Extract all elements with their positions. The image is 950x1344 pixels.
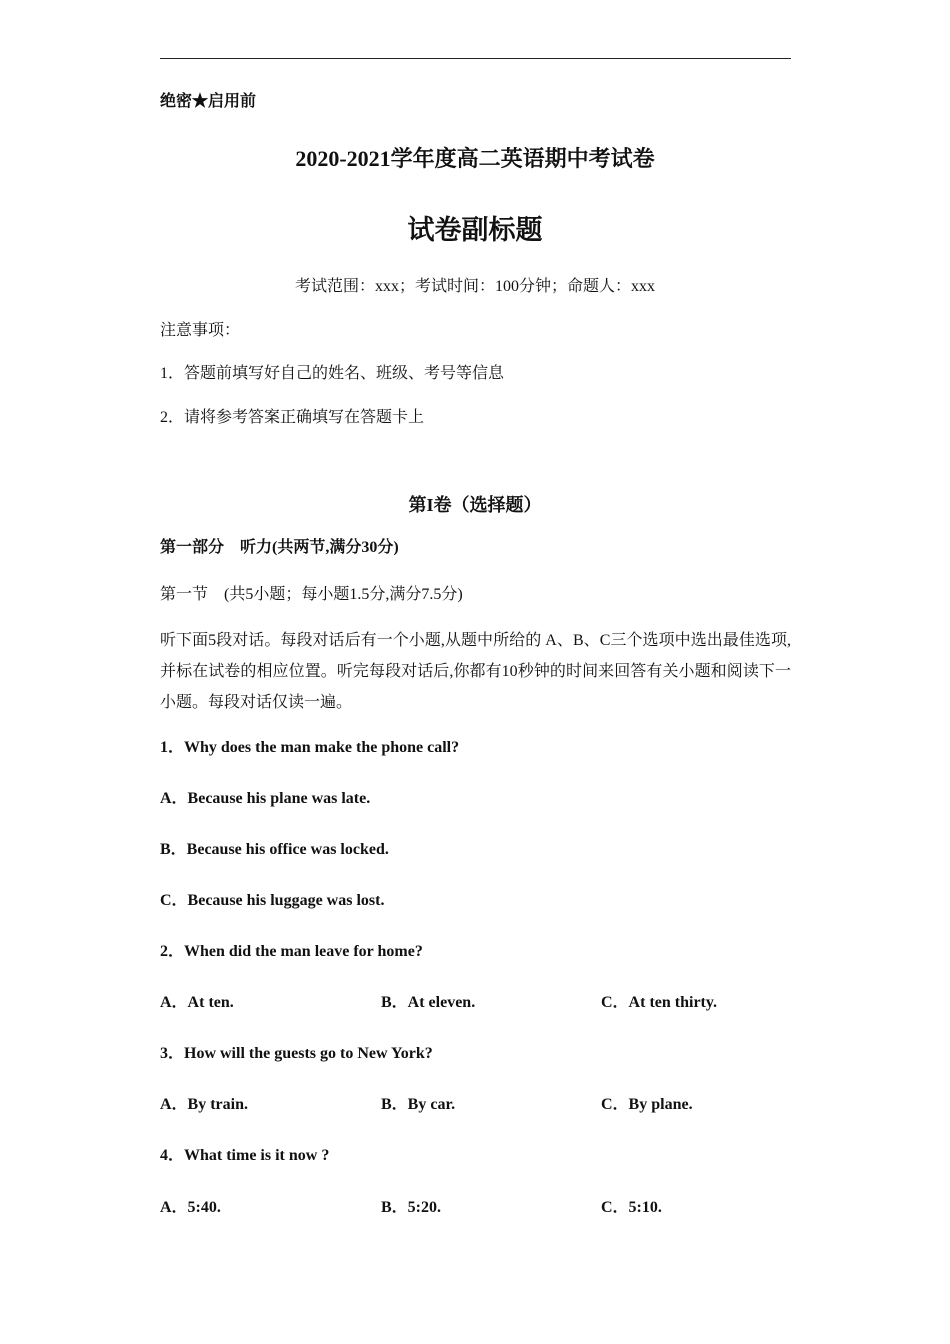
question-option: C．5:10.: [601, 1199, 662, 1216]
question-option: A．Because his plane was late.: [160, 790, 371, 807]
question-stem: 1．Why does the man make the phone call?: [160, 739, 460, 756]
question-option: A．At ten.: [160, 994, 234, 1011]
exam-info: 考试范围：xxx；考试时间：100分钟；命题人：xxx: [294, 278, 655, 295]
instructions: 听下面5段对话。每段对话后有一个小题,从题中所给的 A、B、C三个选项中选出最佳选项,并标在试卷的相应位置。听完每段对话后,你都有10秒钟的时间来回答有关小题和阅读下一小题。每段对话仅读一遍。: [160, 632, 791, 711]
header-rule: [160, 58, 791, 59]
part-title: 第一部分 听力(共两节,满分30分): [160, 539, 399, 556]
question-option: C．Because his luggage was lost.: [160, 892, 385, 909]
question-stem: 4．What time is it now ?: [160, 1147, 330, 1164]
question-option: B．At eleven.: [381, 994, 476, 1011]
notes-item: 1．答题前填写好自己的姓名、班级、考号等信息: [160, 365, 505, 382]
confidential-label: 绝密★启用前: [160, 93, 257, 110]
question-option: C．By plane.: [601, 1096, 693, 1113]
question-option: A．5:40.: [160, 1199, 221, 1216]
question-option: B．By car.: [381, 1096, 456, 1113]
volume-title: 第I卷（选择题）: [408, 495, 542, 515]
section-title: 第一节 (共5小题；每小题1.5分,满分7.5分): [160, 586, 463, 603]
exam-subtitle: 试卷副标题: [407, 215, 543, 245]
question-stem: 2．When did the man leave for home?: [160, 943, 423, 960]
notes-item: 2．请将参考答案正确填写在答题卡上: [160, 409, 425, 426]
question-option: C．At ten thirty.: [601, 994, 717, 1011]
exam-title: 2020-2021学年度高二英语期中考试卷: [295, 146, 655, 171]
notes-heading: 注意事项：: [160, 322, 241, 339]
question-option: B．Because his office was locked.: [160, 841, 389, 858]
question-stem: 3．How will the guests go to New York?: [160, 1045, 433, 1062]
question-option: A．By train.: [160, 1096, 249, 1113]
question-option: B．5:20.: [381, 1199, 442, 1216]
